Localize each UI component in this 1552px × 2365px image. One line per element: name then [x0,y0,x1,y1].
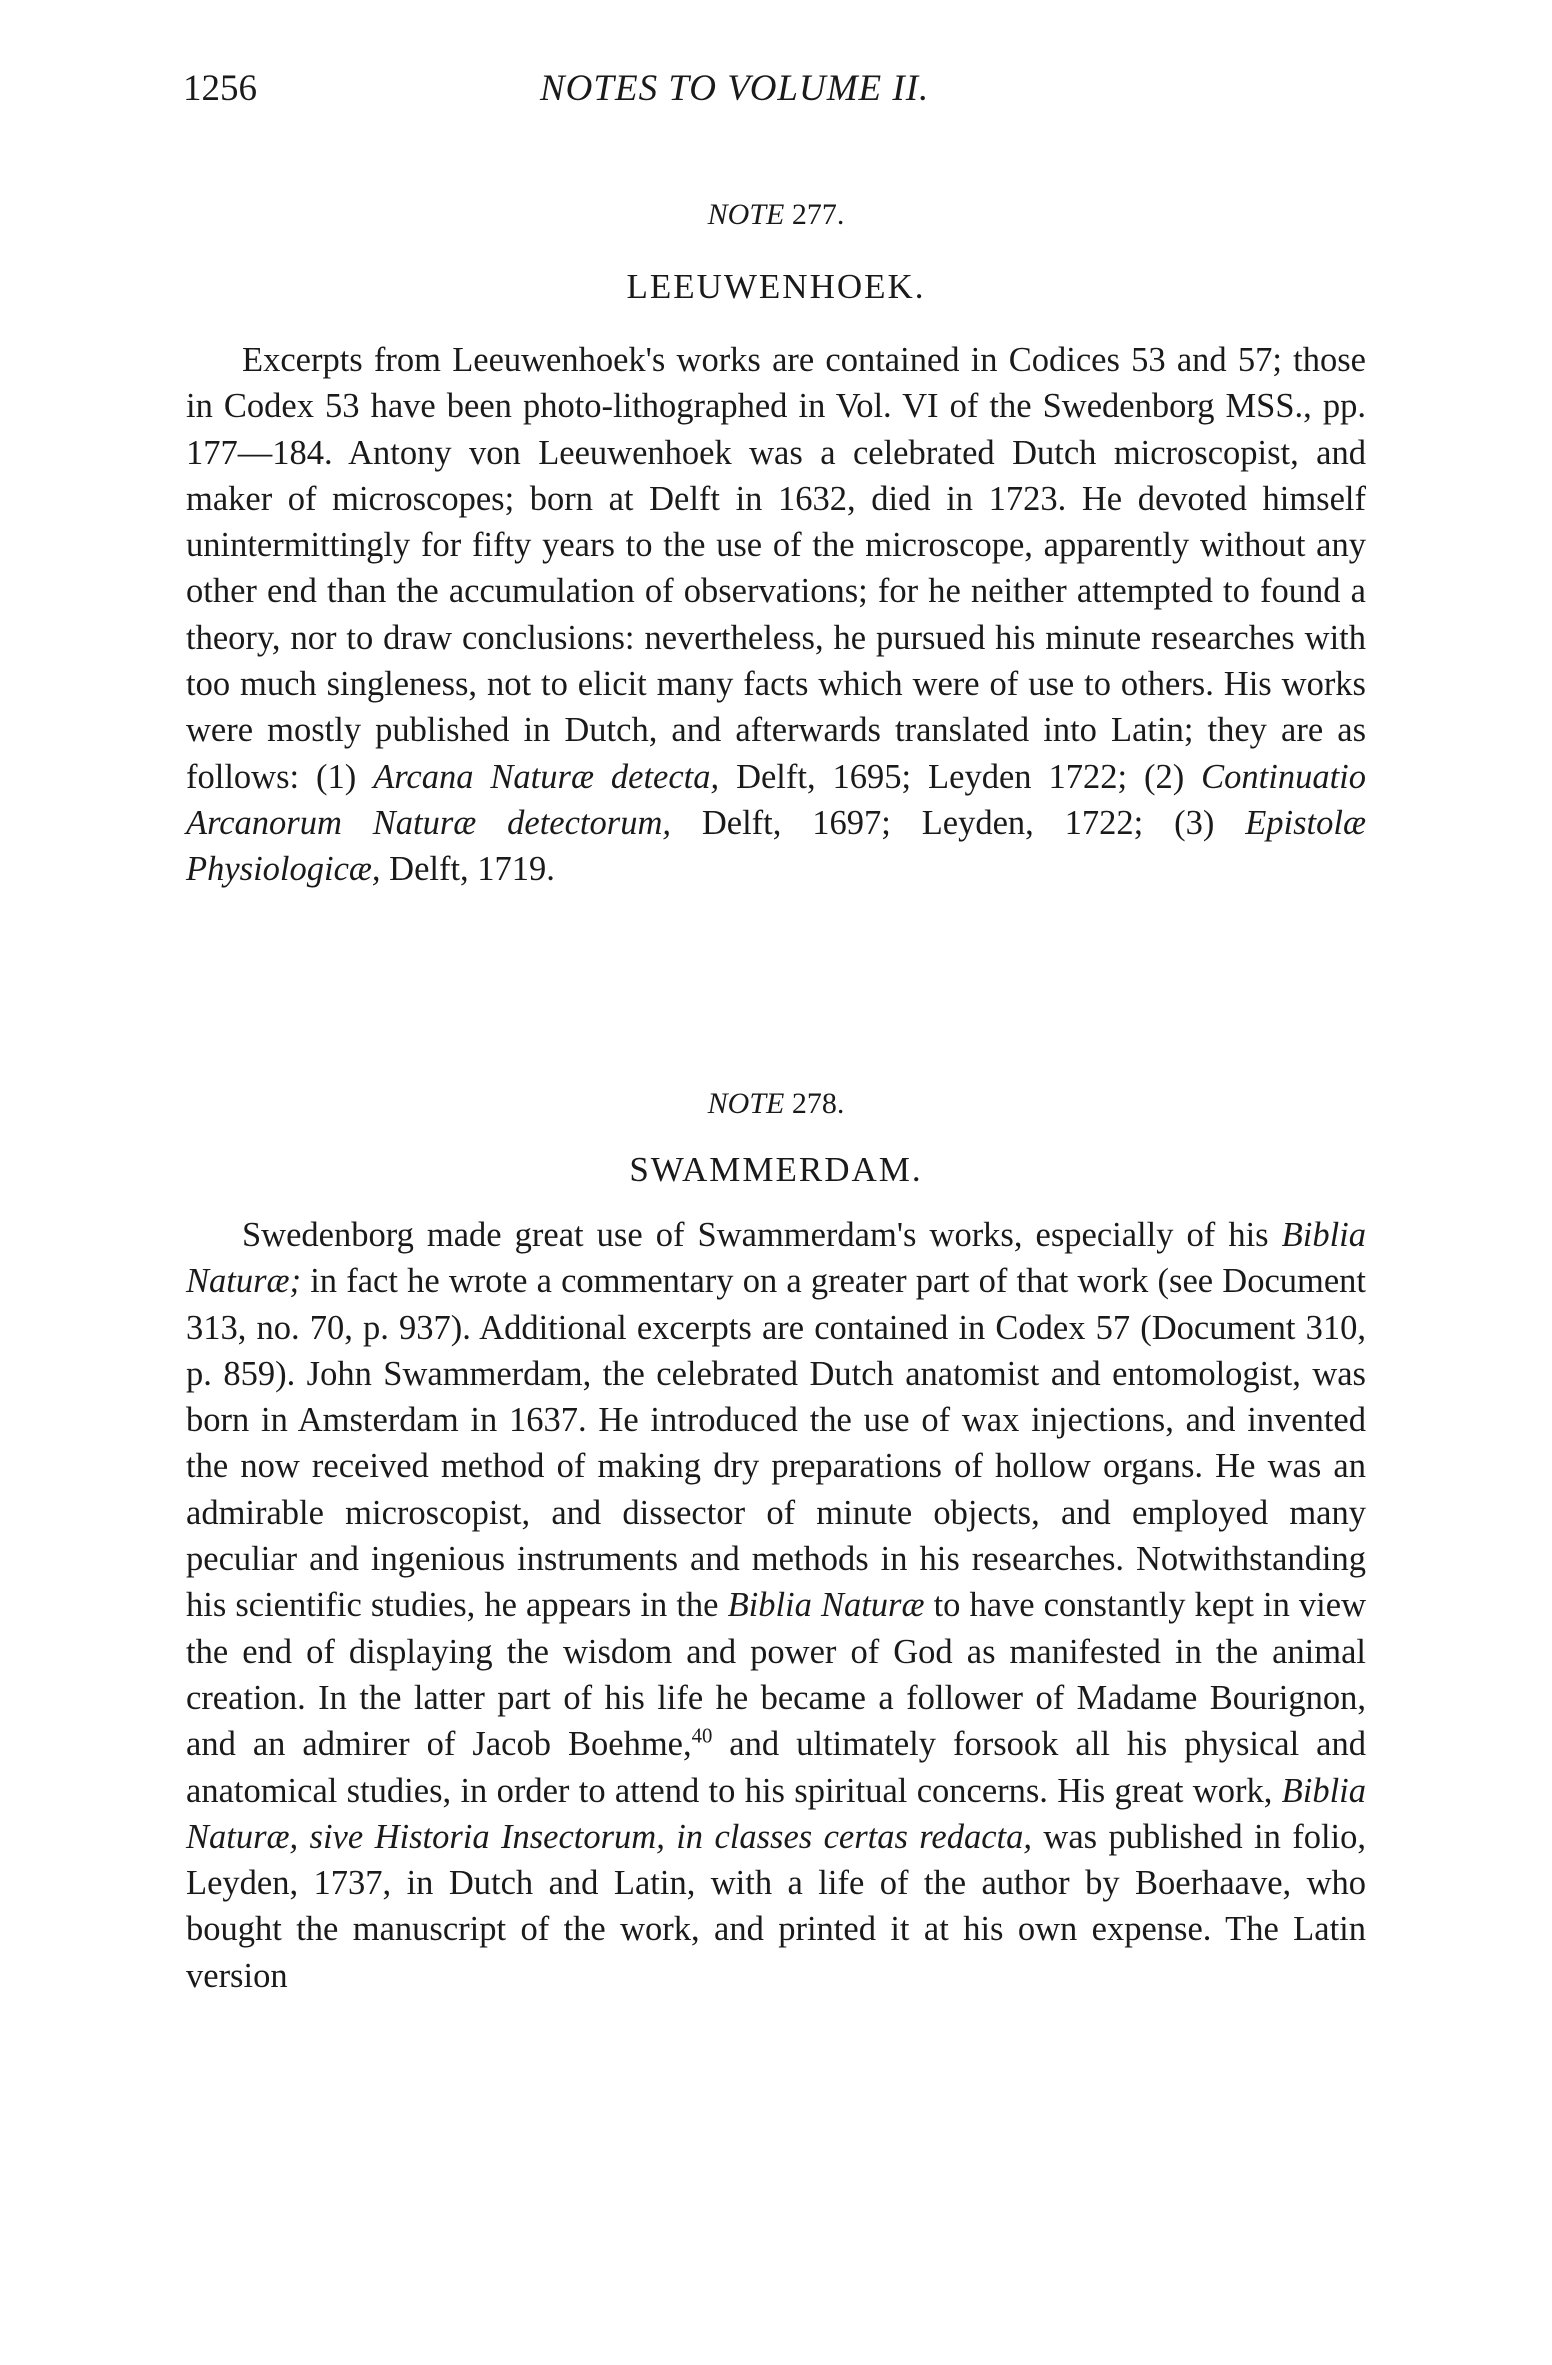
text-run: Delft, 1697; Leyden, 1722; (3) [670,803,1246,842]
text-run: Delft, 1695; Leyden 1722; (2) [719,757,1202,796]
text-run: and ultimately forsook all his physical and anatomical studies, in order to attend to his spiritual concerns. His great work, [186,1725,1366,1810]
text-run: to have constantly kept in view the end of displaying the wisdom and power of God as manifested in the animal creation. In the latter part of his life he became a follower of Madame Bourignon, and an admirer of Jacob Boehme, [186,1586,1366,1764]
note-278-body [186,1212,1366,1999]
page-number: 1256 [183,68,257,109]
text-run: in fact he wrote a commentary on a greater part of that work (see Document 313, no. 70, p. 937). Additional excerpts are contained in Codex 57 (Document 310, p. 859). John Swammerdam, the celebrated Dutch anatomist and entomologist, was born in Amsterdam in 1637. He introduced the use of wax injections, and invented the now received method of making dry preparations of hollow organs. He was an admirable microscopist, and dissector of minute objects, and employed many peculiar and ingenious instruments and methods in his researches. Notwithstanding his scientific studies, he appears in the [186,1262,1366,1625]
running-head: NOTES TO VOLUME II. [540,68,930,109]
note-label-number: 278. [791,1087,845,1120]
italic-title: Biblia Naturæ, sive Historia Insectorum, in classes certas redacta, [186,1771,1366,1856]
italic-title: Biblia Naturæ; [186,1216,1366,1301]
italic-title: Biblia Naturæ [727,1586,925,1625]
note-label-word: NOTE [707,1087,785,1120]
text-run: was published in folio, Leyden, 1737, in Dutch and Latin, with a life of the author by Boerhaave, who bought the manuscript of the work, and printed it at his own expense. The Latin version [186,1817,1367,1995]
footnote-ref: 40 [691,1725,713,1748]
note-277-title: LEEUWENHOEK. [626,267,926,306]
note-278-title: SWAMMERDAM. [629,1150,923,1189]
note-277-body [186,337,1366,893]
note-277-label [0,198,1552,232]
text-run: Delft, 1719. [380,850,555,889]
italic-title: Continuatio Arcanorum Naturæ detectorum, [186,757,1366,842]
text-run: Swedenborg made great use of Swammerdam's works, especially of his [242,1216,1282,1254]
text-run: Excerpts from Leeuwenhoek's works are contained in Codices 53 and 57; those in Codex 53 have been photo-lithographed in Vol. VI of the Swedenborg MSS., pp. 177—184. Antony von Leeuwenhoek was a celebrated Dutch microscopist, and maker of microscopes; born at Delft in 1632, died in 1723. He devoted himself unintermittingly for fifty years to the use of the microscope, apparently without any other end than the accumulation of observations; for he neither attempted to found a theory, nor to draw conclusions: nevertheless, he pursued his minute researches with too much singleness, not to elicit many facts which were of use to others. His works were mostly published in Dutch, and afterwards translated into Latin; they are as follows: (1) [186,341,1366,796]
italic-title: Arcana Naturæ detecta, [373,757,720,796]
italic-title: Epistolæ Physiologicæ, [186,803,1366,889]
note-label-number: 277. [791,198,845,231]
note-label-word: NOTE [707,198,785,231]
note-278-label [0,1087,1552,1121]
